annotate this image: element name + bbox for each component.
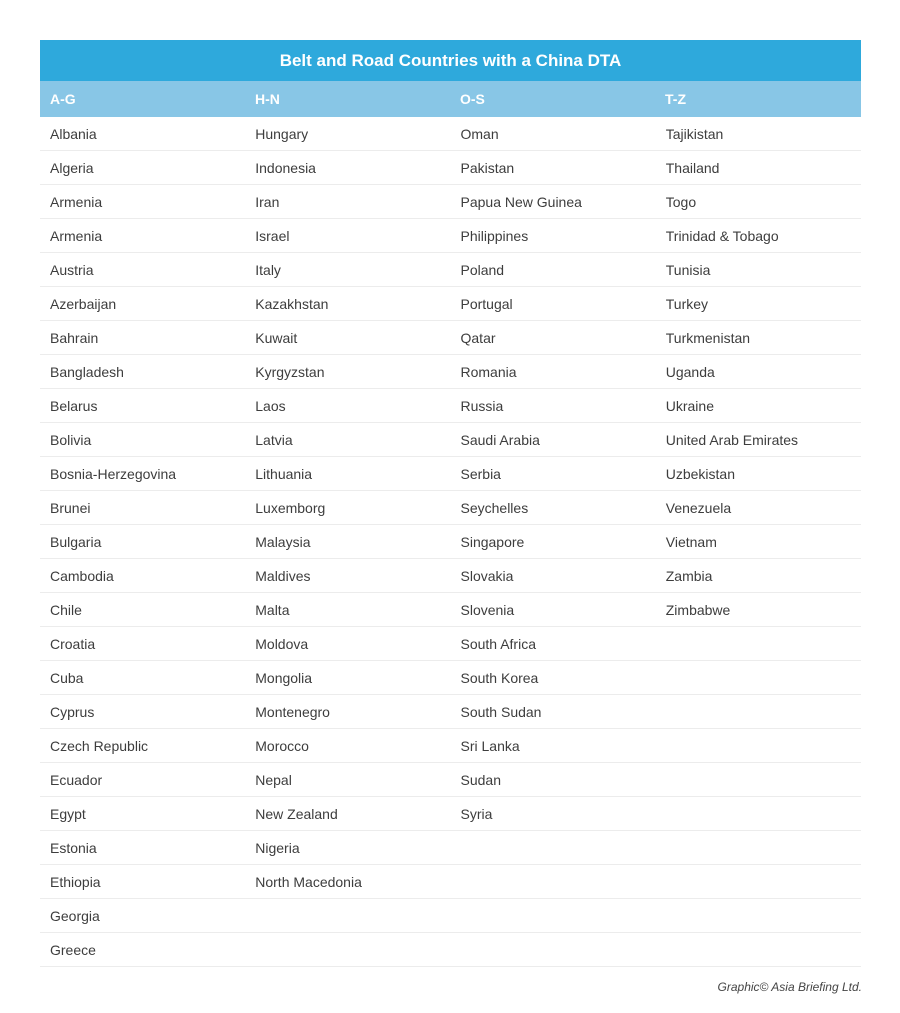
country-cell: Syria xyxy=(451,797,656,831)
country-cell: Kuwait xyxy=(245,321,450,355)
country-cell: South Sudan xyxy=(451,695,656,729)
country-cell: Uzbekistan xyxy=(656,457,861,491)
table-row xyxy=(40,763,861,797)
graphic-credit: Graphic© Asia Briefing Ltd. xyxy=(717,980,862,994)
country-cell: Bolivia xyxy=(40,423,245,457)
dta-country-table xyxy=(40,40,861,967)
country-cell: Montenegro xyxy=(245,695,450,729)
table-row xyxy=(40,355,861,389)
country-cell: Tajikistan xyxy=(656,117,861,151)
country-cell: Oman xyxy=(451,117,656,151)
country-cell: Algeria xyxy=(40,151,245,185)
country-cell: Sudan xyxy=(451,763,656,797)
column-header-t-z: T-Z xyxy=(665,91,686,107)
country-cell xyxy=(656,797,861,831)
country-cell: South Korea xyxy=(451,661,656,695)
country-cell: Slovakia xyxy=(451,559,656,593)
country-cell: Portugal xyxy=(451,287,656,321)
table-row xyxy=(40,389,861,423)
country-cell: Saudi Arabia xyxy=(451,423,656,457)
table-row xyxy=(40,185,861,219)
country-cell: Greece xyxy=(40,933,245,967)
country-cell: Sri Lanka xyxy=(451,729,656,763)
country-cell: Pakistan xyxy=(451,151,656,185)
table-row xyxy=(40,661,861,695)
table-row xyxy=(40,695,861,729)
column-header-h-n: H-N xyxy=(255,91,280,107)
country-cell: Cyprus xyxy=(40,695,245,729)
country-cell: Bulgaria xyxy=(40,525,245,559)
country-cell: Turkmenistan xyxy=(656,321,861,355)
country-cell: Seychelles xyxy=(451,491,656,525)
column-header-row xyxy=(40,81,861,117)
country-cell: Ethiopia xyxy=(40,865,245,899)
country-cell: Thailand xyxy=(656,151,861,185)
country-cell xyxy=(245,933,450,967)
table-row xyxy=(40,151,861,185)
country-cell: Italy xyxy=(245,253,450,287)
country-cell: Mongolia xyxy=(245,661,450,695)
country-cell: Albania xyxy=(40,117,245,151)
table-row xyxy=(40,321,861,355)
table-row xyxy=(40,491,861,525)
table-row xyxy=(40,899,861,933)
country-cell xyxy=(656,933,861,967)
table-row xyxy=(40,831,861,865)
country-cell: United Arab Emirates xyxy=(656,423,861,457)
table-row xyxy=(40,593,861,627)
country-cell: South Africa xyxy=(451,627,656,661)
table-row xyxy=(40,423,861,457)
country-cell: Nigeria xyxy=(245,831,450,865)
country-cell: Togo xyxy=(656,185,861,219)
country-cell: Zambia xyxy=(656,559,861,593)
country-cell: Israel xyxy=(245,219,450,253)
country-cell: Zimbabwe xyxy=(656,593,861,627)
country-cell: Romania xyxy=(451,355,656,389)
country-cell: Ecuador xyxy=(40,763,245,797)
country-cell: Egypt xyxy=(40,797,245,831)
column-header-o-s: O-S xyxy=(460,91,485,107)
country-cell: Serbia xyxy=(451,457,656,491)
country-cell: Austria xyxy=(40,253,245,287)
country-cell xyxy=(451,831,656,865)
country-cell: Indonesia xyxy=(245,151,450,185)
country-cell: Czech Republic xyxy=(40,729,245,763)
country-cell xyxy=(656,661,861,695)
country-cell: Bosnia-Herzegovina xyxy=(40,457,245,491)
country-cell: Slovenia xyxy=(451,593,656,627)
country-cell: Kazakhstan xyxy=(245,287,450,321)
country-cell: Bahrain xyxy=(40,321,245,355)
country-cell: Hungary xyxy=(245,117,450,151)
country-cell: Qatar xyxy=(451,321,656,355)
country-cell: Lithuania xyxy=(245,457,450,491)
country-cell: Kyrgyzstan xyxy=(245,355,450,389)
country-cell: Tunisia xyxy=(656,253,861,287)
country-cell: Cambodia xyxy=(40,559,245,593)
country-cell xyxy=(245,899,450,933)
country-cell xyxy=(656,763,861,797)
country-cell: Maldives xyxy=(245,559,450,593)
country-cell: Papua New Guinea xyxy=(451,185,656,219)
country-cell: Brunei xyxy=(40,491,245,525)
country-cell: Singapore xyxy=(451,525,656,559)
country-cell: Uganda xyxy=(656,355,861,389)
country-cell: New Zealand xyxy=(245,797,450,831)
country-cell xyxy=(656,695,861,729)
country-cell xyxy=(451,899,656,933)
table-row xyxy=(40,117,861,151)
table-row xyxy=(40,933,861,967)
country-cell: Morocco xyxy=(245,729,450,763)
country-cell: Malta xyxy=(245,593,450,627)
country-cell: Trinidad & Tobago xyxy=(656,219,861,253)
country-cell: Armenia xyxy=(40,219,245,253)
country-cell: Venezuela xyxy=(656,491,861,525)
table-row xyxy=(40,559,861,593)
country-cell: Iran xyxy=(245,185,450,219)
country-cell xyxy=(656,627,861,661)
country-cell: Moldova xyxy=(245,627,450,661)
country-cell: Bangladesh xyxy=(40,355,245,389)
country-cell: Laos xyxy=(245,389,450,423)
table-title: Belt and Road Countries with a China DTA xyxy=(40,40,861,81)
country-cell: Chile xyxy=(40,593,245,627)
country-cell: Azerbaijan xyxy=(40,287,245,321)
country-cell: Armenia xyxy=(40,185,245,219)
country-cell: Luxemborg xyxy=(245,491,450,525)
table-row xyxy=(40,729,861,763)
country-cell xyxy=(656,729,861,763)
country-cell: Croatia xyxy=(40,627,245,661)
country-cell xyxy=(451,865,656,899)
country-cell: Cuba xyxy=(40,661,245,695)
table-row xyxy=(40,627,861,661)
table-row xyxy=(40,525,861,559)
country-cell xyxy=(656,865,861,899)
country-cell xyxy=(656,831,861,865)
country-cell: Nepal xyxy=(245,763,450,797)
table-row xyxy=(40,219,861,253)
country-cell xyxy=(656,899,861,933)
country-cell: Estonia xyxy=(40,831,245,865)
country-cell: Russia xyxy=(451,389,656,423)
country-cell: Philippines xyxy=(451,219,656,253)
country-cell: Vietnam xyxy=(656,525,861,559)
country-cell: Georgia xyxy=(40,899,245,933)
country-grid xyxy=(40,117,861,967)
table-row xyxy=(40,253,861,287)
table-row xyxy=(40,457,861,491)
country-cell: North Macedonia xyxy=(245,865,450,899)
country-cell xyxy=(451,933,656,967)
country-cell: Turkey xyxy=(656,287,861,321)
country-cell: Malaysia xyxy=(245,525,450,559)
country-cell: Latvia xyxy=(245,423,450,457)
table-row xyxy=(40,287,861,321)
column-header-a-g: A-G xyxy=(50,91,76,107)
table-row xyxy=(40,865,861,899)
country-cell: Belarus xyxy=(40,389,245,423)
table-row xyxy=(40,797,861,831)
country-cell: Poland xyxy=(451,253,656,287)
country-cell: Ukraine xyxy=(656,389,861,423)
